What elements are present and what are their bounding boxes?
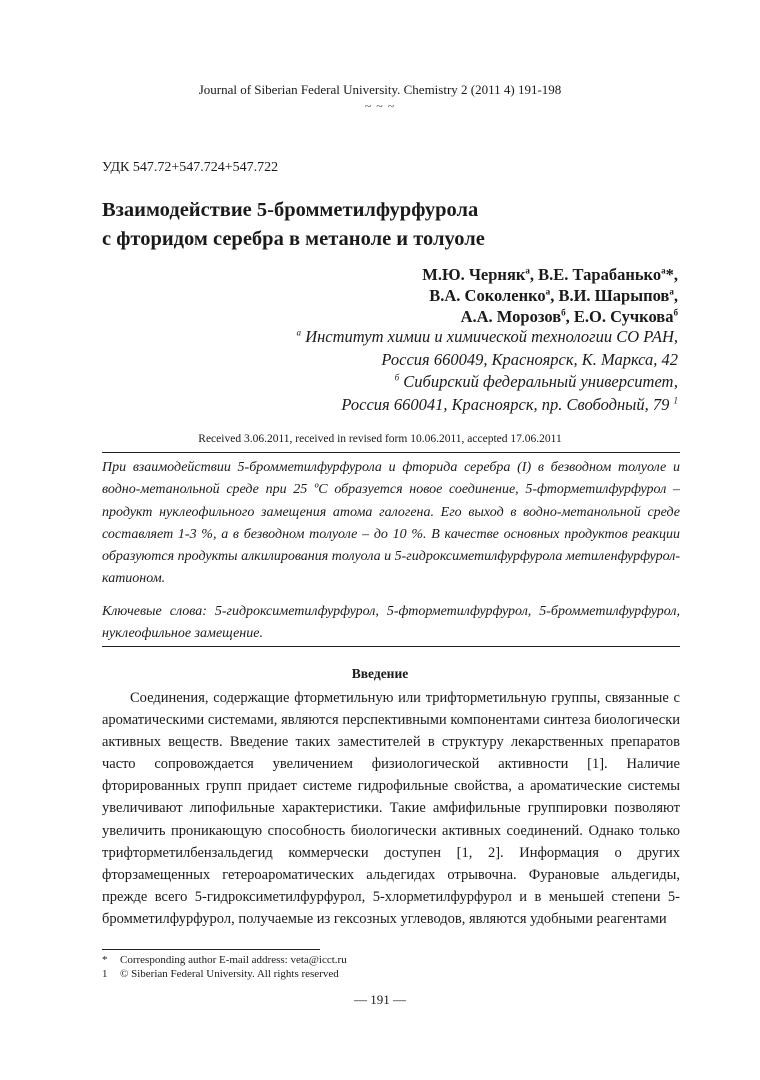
footnote-text: Corresponding author E-mail address: veta@icct.ru <box>120 954 347 966</box>
keywords: Ключевые слова: 5-гидроксиметилфурфурол, 5-фторметилфурфурол, 5-бромметилфурфурол, нуклеофильное замещение. <box>102 604 680 641</box>
authors-line-1: М.Ю. Черняк$^а$, В.Е. Тарабанько$^а$*, <box>422 265 678 284</box>
affil-mark: б <box>394 372 400 383</box>
affiliation-b-line-2 <box>297 394 678 417</box>
author-list <box>422 264 678 327</box>
author-name: М.Ю. Черняк <box>422 265 526 284</box>
author-affil-mark: а <box>545 286 551 297</box>
author-name: В.Е. Тарабанько <box>538 265 662 284</box>
introduction-paragraph: Соединения, содержащие фторметильную или трифторметильную группы, связанные с ароматическими системами, являются перспективными компонентами синтеза биологически активных веществ. Введение таких заместителей в структуру лекарственных препаратов часто сопровождается увеличением физиологической активности [1]. Наличие фторированных групп придает системе гидрофильные свойства, а ароматические системы увеличивают липофильные характеристики. Такие амфифильные группировки позволяют увеличить проникающую способность биологически активных соединений. Однако только трифторметилбензальдегид коммерчески доступен [1, 2]. Информация о других фторзамещенных гетероароматических альдегидах отрывочна. Фурановые альдегиды, прежде всего 5-гидроксиметилфурфурол, 5-хлорметилфурфурол и в меньшей степени 5-бромметилфурфурол, получаемые из гексозных углеводов, являются удобными реагентами <box>102 690 680 927</box>
author-affil-mark: б <box>673 307 678 318</box>
authors-line-3: А.А. Морозов$^б$, Е.О. Сучкова$^б$ <box>460 307 678 326</box>
affil-text: Сибирский федеральный университет, <box>403 372 678 391</box>
affil-text: Институт химии и химической технологии СО РАН, <box>305 327 678 346</box>
author-affil-mark: а <box>669 286 674 297</box>
section-heading-introduction: Введение <box>351 666 409 681</box>
affiliation-a-line-2: Россия 660049, Красноярск, К. Маркса, 42 <box>381 349 678 369</box>
abstract-bottom-rule <box>102 646 680 647</box>
affil-text: Россия 660041, Красноярск, пр. Свободный, 79 <box>341 394 670 414</box>
footnote-ref-mark: 1 <box>673 395 678 405</box>
authors-line-2: В.А. Соколенко$^а$, В.И. Шарыпов$^а$, <box>429 286 678 305</box>
page-number: — 191 — <box>354 992 406 1007</box>
author-affil-mark: а <box>661 265 666 276</box>
footnote-text: © Siberian Federal University. All rights reserved <box>120 968 339 980</box>
footnote-mark: * <box>102 954 108 966</box>
author-name: А.А. Морозов <box>460 307 562 326</box>
footnote-copyright <box>102 967 339 981</box>
title-line-2: с фторидом серебра в метаноле и толуоле <box>102 228 485 250</box>
footnote-mark: 1 <box>102 968 108 980</box>
footnote-corresponding <box>102 953 347 967</box>
affiliations <box>297 326 678 416</box>
author-name: Е.О. Сучкова <box>573 307 674 326</box>
affiliation-b-line-1 <box>297 371 678 394</box>
author-affil-mark: а <box>525 265 530 276</box>
title-line-1: Взаимодействие 5-бромметилфурфурола <box>102 199 479 221</box>
author-name: В.А. Соколенко <box>429 286 546 305</box>
udk-code: УДК 547.72+547.724+547.722 <box>102 160 279 175</box>
abstract: При взаимодействии 5-бромметилфурфурола и фторида серебра (I) в безводном толуоле и водно-метанольной среде при 25 ºС образуется новое соединение, 5-фторметилфурфурол – продукт нуклеофильного замещения атома галогена. Его выход в водно-метанольной среде составляет 1-3 %, а в безводном толуоле – до 10 %. В качестве основных продуктов реакции образуются продукты алкилирования толуола и 5-гидроксиметилфурфурола метиленфурфурол-катионом. <box>102 460 680 587</box>
author-affil-mark: б <box>561 307 566 318</box>
footnote-rule <box>102 949 320 950</box>
corresponding-mark: * <box>665 265 674 284</box>
header-ornament: ~ ~ ~ <box>364 99 396 113</box>
author-name: В.И. Шарыпов <box>558 286 670 305</box>
article-title <box>102 196 485 254</box>
affil-mark: а <box>296 327 302 338</box>
journal-header: Journal of Siberian Federal University. Chemistry 2 (2011 4) 191-198 <box>198 82 562 97</box>
received-dates: Received 3.06.2011, received in revised form 10.06.2011, accepted 17.06.2011 <box>198 433 562 445</box>
affiliation-a-line-1 <box>297 326 678 349</box>
abstract-top-rule <box>102 452 680 453</box>
